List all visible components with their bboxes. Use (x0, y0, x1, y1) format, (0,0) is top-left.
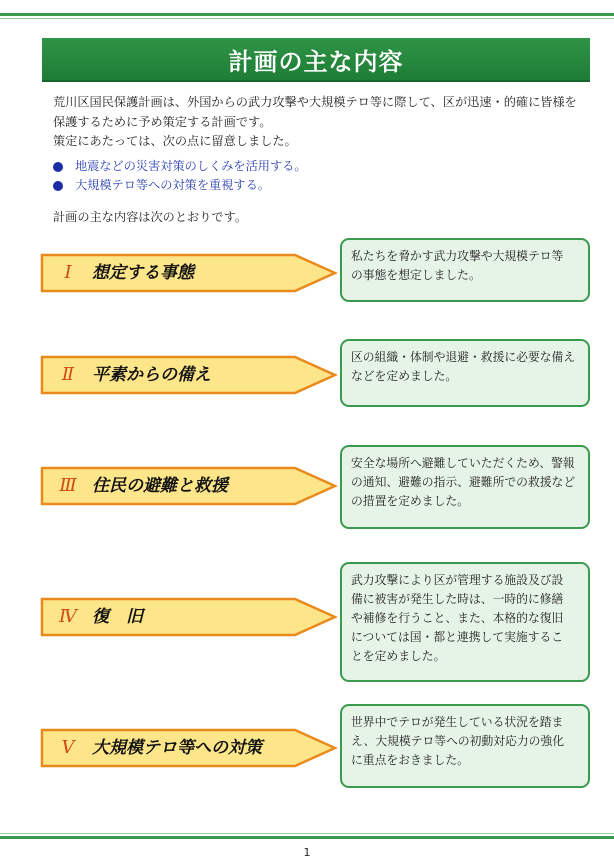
section-numeral: Ⅴ (61, 737, 75, 758)
desc-line: の事態を想定しました。 (351, 268, 481, 282)
bullet-dot-icon (53, 181, 63, 191)
desc-line: や補修を行うこと、また、本格的な復旧 (351, 611, 564, 625)
bullet-text: 大規模テロ等への対策を重視する。 (75, 178, 270, 192)
bottom-rule-thin (0, 833, 614, 834)
desc-line: に重点をおきました。 (351, 753, 469, 767)
bullet-text: 地震などの災害対策のしくみを活用する。 (75, 159, 307, 173)
desc-line: 備に被害が発生した時は、一時的に修繕 (351, 592, 564, 606)
section-arrow-4 (40, 597, 338, 637)
desc-line: とを定めました。 (351, 649, 446, 663)
desc-line: の通知、避難の指示、避難所での救援など (351, 475, 576, 489)
top-rule (0, 13, 614, 16)
section-numeral: Ⅲ (59, 475, 77, 496)
section-description-2 (340, 339, 590, 407)
intro-paragraph (53, 93, 593, 152)
section-label: 平素からの備え (92, 365, 211, 385)
desc-line: 世界中でテロが発生している状況を踏ま (351, 715, 564, 729)
section-numeral: Ⅱ (61, 364, 75, 385)
desc-line: え、大規模テロ等への初動対応力の強化 (351, 734, 565, 748)
section-description-4 (340, 562, 590, 682)
section-label: 想定する事態 (92, 263, 194, 283)
desc-line: などを定めました。 (351, 369, 458, 383)
section-description-5 (340, 704, 590, 788)
section-arrow-2 (40, 355, 338, 395)
section-label: 大規模テロ等への対策 (92, 738, 262, 758)
section-label: 住民の避難と救援 (92, 476, 228, 496)
intro-line-2: 保護するために予め策定する計画です。 (53, 114, 272, 129)
desc-line: の措置を定めました。 (351, 494, 469, 508)
section-arrow-5 (40, 728, 338, 768)
desc-line: 武力攻撃により区が管理する施設及び設 (351, 573, 564, 587)
lead-text: 計画の主な内容は次のとおりです。 (53, 210, 248, 224)
desc-line: 安全な場所へ避難していただくため、警報 (351, 456, 575, 470)
page-number: 1 (303, 846, 311, 859)
policy-bullet-item (53, 157, 307, 176)
intro-line-1: 荒川区国民保護計画は、外国からの武力攻撃や大規模テロ等に際して、区が迅速・的確に皆様を (53, 95, 577, 109)
desc-line: については国・都と連携して実施するこ (351, 630, 564, 644)
section-numeral: Ⅰ (64, 262, 72, 283)
page-title: 計画の主な内容 (42, 38, 590, 82)
section-description-3 (340, 445, 590, 529)
section-arrow-3 (40, 466, 338, 506)
desc-line: 区の組織・体制や退避・救援に必要な備え (351, 350, 576, 364)
top-rule-thin (0, 18, 614, 19)
intro-line-3: 策定にあたっては、次の点に留意しました。 (53, 134, 297, 148)
policy-bullet-item (53, 176, 307, 195)
section-arrow-1 (40, 253, 338, 293)
policy-bullet-list (53, 157, 307, 195)
section-label: 復 旧 (92, 607, 143, 627)
section-description-1 (340, 238, 590, 302)
bullet-dot-icon (53, 162, 63, 172)
section-numeral: Ⅳ (59, 606, 77, 627)
desc-line: 私たちを脅かす武力攻撃や大規模テロ等 (351, 249, 564, 263)
bottom-rule (0, 836, 614, 839)
